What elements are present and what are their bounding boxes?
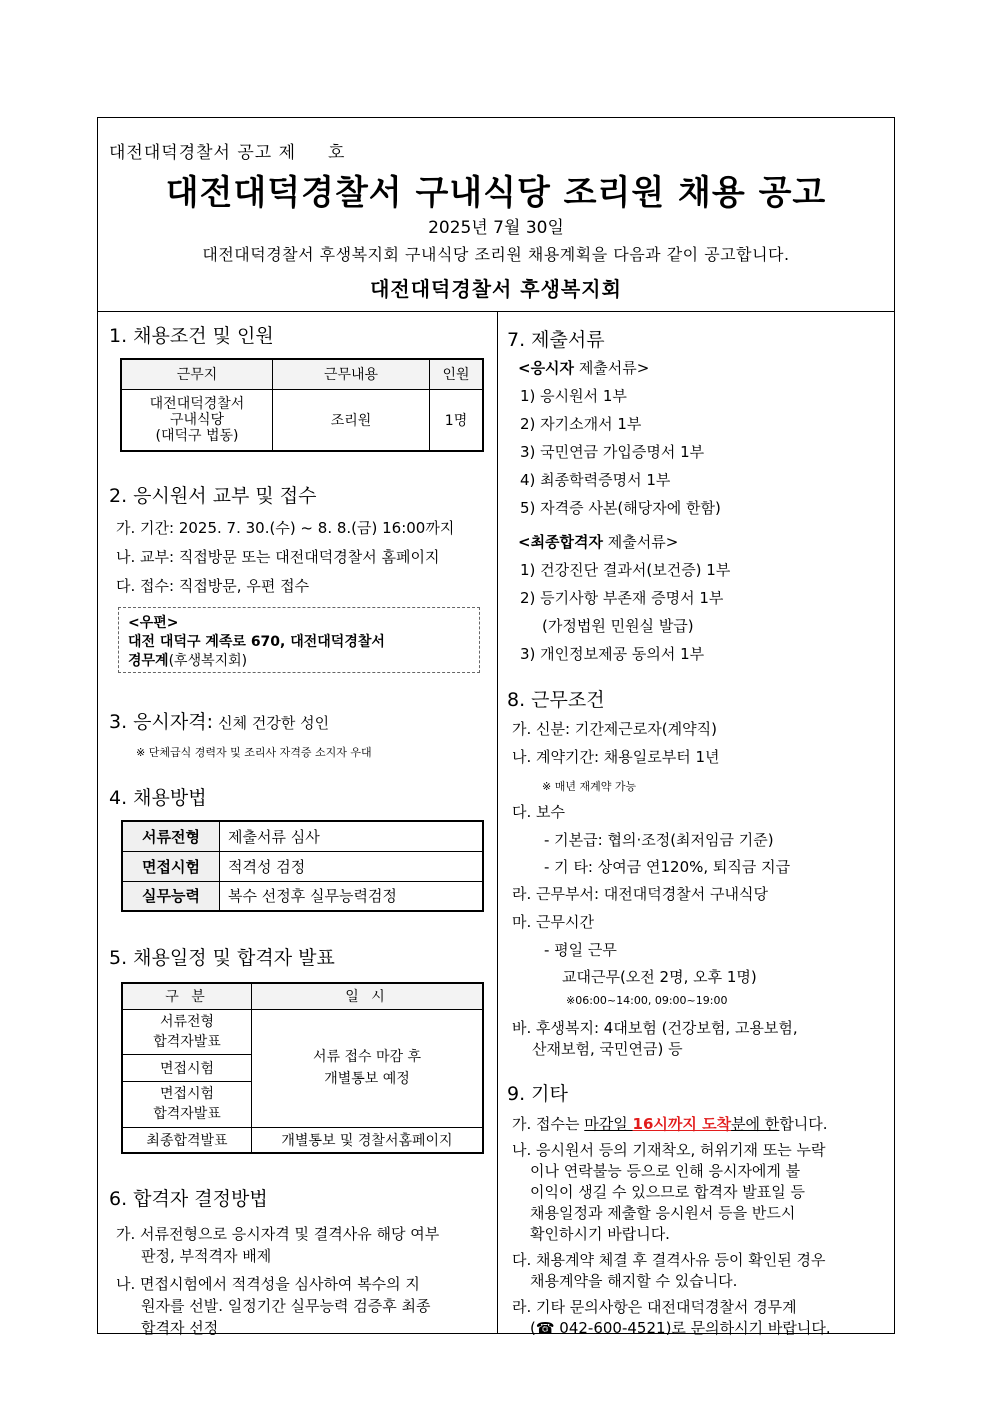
etc-item-d: 라. 기타 문의사항은 대전대덕경찰서 경무계	[512, 1298, 797, 1316]
etc-a-suffix: 합니다.	[779, 1115, 828, 1133]
applicant-docs-label-rest: 제출서류>	[574, 359, 650, 377]
etc-item-a	[512, 1113, 828, 1134]
section-3-title: 3. 응시자격:	[109, 711, 213, 733]
final-doc-item: 3) 개인정보제공 동의서 1부	[520, 645, 705, 663]
schedule-value: 개별통보 및 경찰서홈페이지	[252, 1127, 484, 1153]
notice-date: 2025년 7월 30일	[428, 218, 564, 238]
final-docs-label-rest: 제출서류>	[603, 533, 679, 551]
etc-item-b: 나. 응시원서 등의 기재착오, 허위기재 또는 누락	[512, 1141, 826, 1159]
section-2-title: 2. 응시원서 교부 및 접수	[109, 485, 317, 507]
applicant-doc-item: 4) 최종학력증명서 1부	[520, 471, 671, 489]
condition-line: 마. 근무시간	[512, 913, 594, 931]
decision-item-a: 가. 서류전형으로 응시자격 및 결격사유 해당 여부	[116, 1225, 440, 1243]
etc-item-b-cont: 채용일정과 제출할 응시원서 등을 반드시	[530, 1204, 796, 1222]
schedule-category-line: 합격자발표	[153, 1033, 221, 1050]
method-desc: 적격성 검정	[220, 851, 484, 881]
table-header-job: 근무내용	[273, 359, 430, 389]
applicant-doc-item: 2) 자기소개서 1부	[520, 415, 642, 433]
schedule-value-line: 서류 접수 마감 후	[312, 1049, 422, 1065]
etc-item-b-cont: 확인하시기 바랍니다.	[530, 1225, 670, 1243]
section-1-title: 1. 채용조건 및 인원	[109, 325, 274, 347]
applicant-doc-item: 5) 자격증 사본(해당자에 한함)	[520, 499, 721, 517]
final-docs-label	[518, 531, 678, 552]
schedule-category	[122, 1081, 252, 1127]
application-distribution: 나. 교부: 직접방문 또는 대전대덕경찰서 홈페이지	[116, 548, 440, 566]
workplace-cell	[121, 389, 273, 451]
application-submission: 다. 접수: 직접방문, 우편 접수	[116, 577, 310, 595]
condition-subline: - 기본급: 협의·조정(최저임금 기준)	[544, 831, 774, 849]
condition-subline: - 기 타: 상여금 연120%, 퇴직금 지급	[544, 858, 791, 876]
final-docs-label-bold: <최종합격자	[518, 533, 604, 551]
method-step: 실무능력	[122, 881, 220, 911]
decision-item-b-cont: 원자를 선발. 일정기간 실무능력 검증후 최종	[141, 1297, 431, 1315]
etc-item-c-cont: 채용계약을 해지할 수 있습니다.	[530, 1272, 738, 1290]
etc-item-d-cont: (☎ 042-600-4521)로 문의하시기 바랍니다.	[530, 1319, 831, 1337]
section-4-title: 4. 채용방법	[109, 787, 207, 809]
count-cell: 1명	[430, 389, 484, 451]
qualification-note: ※ 단체급식 경력자 및 조리사 자격증 소지자 우대	[136, 746, 372, 759]
method-step: 서류전형	[122, 821, 220, 851]
applicant-doc-item: 3) 국민연금 가입증명서 1부	[520, 443, 705, 461]
left-column	[98, 311, 498, 1337]
mail-department-name: 경무계	[128, 653, 169, 669]
schedule-category	[122, 1009, 252, 1054]
mail-label: <우편>	[128, 615, 179, 631]
method-desc: 복수 선정후 실무능력검정	[220, 881, 484, 911]
section-8-title: 8. 근무조건	[507, 689, 605, 711]
mail-department	[128, 650, 247, 670]
table-header-workplace: 근무지	[121, 359, 273, 389]
workplace-line: 구내식당	[169, 411, 225, 428]
mail-address-line: 대전 대덕구 계족로 670, 대전대덕경찰서	[128, 634, 385, 650]
notice-number: 대전대덕경찰서 공고 제 호	[109, 143, 346, 163]
condition-line: 가. 신분: 기간제근로자(계약직)	[512, 720, 717, 738]
schedule-category-line: 합격자발표	[153, 1106, 221, 1122]
mail-department-note: (후생복지회)	[168, 653, 248, 669]
schedule-header-date: 일 시	[252, 983, 484, 1009]
condition-line-cont: 산재보험, 국민연금) 등	[532, 1040, 683, 1058]
section-3	[109, 707, 329, 734]
schedule-category-line: 서류전형	[159, 1013, 215, 1030]
section-9-title: 9. 기타	[507, 1083, 568, 1105]
applicant-docs-label	[518, 357, 649, 378]
condition-subline: 교대근무(오전 2명, 오후 1명)	[562, 968, 757, 986]
etc-a-prefix: 가. 접수는	[512, 1115, 585, 1133]
schedule-header-category: 구 분	[122, 983, 252, 1009]
applicant-docs-label-bold: <응시자	[518, 359, 575, 377]
decision-item-a-cont: 판정, 부적격자 배제	[141, 1247, 272, 1265]
decision-item-b-cont: 합격자 선정	[141, 1319, 219, 1337]
notice-intro: 대전대덕경찰서 후생복지회 구내식당 조리원 채용계획을 다음과 같이 공고합니다.	[202, 245, 790, 264]
mail-address-box	[118, 607, 480, 673]
etc-item-c: 다. 채용계약 체결 후 결격사유 등이 확인된 경우	[512, 1251, 826, 1269]
section-5-title: 5. 채용일정 및 합격자 발표	[109, 947, 335, 969]
final-doc-item: 1) 건강진단 결과서(보건증) 1부	[520, 561, 731, 579]
section-6-title: 6. 합격자 결정방법	[109, 1188, 268, 1210]
qualification-value: 신체 건강한 성인	[218, 714, 330, 732]
schedule-value-line: 개별통보 예정	[324, 1071, 410, 1087]
condition-line: 다. 보수	[512, 803, 566, 821]
schedule-merged-value	[252, 1009, 484, 1127]
workplace-line: (대덕구 법동)	[155, 427, 239, 444]
issuing-organization: 대전대덕경찰서 후생복지회	[370, 277, 622, 301]
etc-a-deadline-suffix: 분에 한	[731, 1115, 780, 1133]
schedule-category: 면접시험	[122, 1054, 252, 1081]
decision-item-b: 나. 면접시험에서 적격성을 심사하여 복수의 지	[116, 1275, 420, 1293]
etc-a-deadline-time: 16시까지 도착	[632, 1115, 732, 1133]
schedule-category: 최종합격발표	[122, 1127, 252, 1153]
right-column	[498, 311, 894, 1337]
application-period: 가. 기간: 2025. 7. 30.(수) ~ 8. 8.(금) 16:00까지	[116, 519, 455, 537]
job-cell: 조리원	[273, 389, 430, 451]
recruitment-table	[120, 358, 484, 452]
condition-note: ※ 매년 재계약 가능	[542, 780, 637, 793]
condition-subline: - 평일 근무	[544, 941, 617, 959]
final-doc-item-note: (가정법원 민원실 발급)	[542, 617, 694, 635]
selection-method-table	[121, 820, 484, 912]
table-header-count: 인원	[430, 359, 484, 389]
etc-a-deadline: 마감일	[584, 1115, 633, 1133]
condition-line: 바. 후생복지: 4대보험 (건강보험, 고용보험,	[512, 1019, 798, 1037]
method-step: 면접시험	[122, 851, 220, 881]
condition-note: ※06:00~14:00, 09:00~19:00	[566, 994, 728, 1007]
etc-item-b-cont: 이나 연락불능 등으로 인해 응시자에게 불	[530, 1162, 801, 1180]
condition-line: 라. 근무부서: 대전대덕경찰서 구내식당	[512, 885, 768, 903]
schedule-category-line: 면접시험	[159, 1086, 215, 1102]
workplace-line: 대전대덕경찰서	[149, 395, 245, 412]
schedule-table	[121, 982, 484, 1154]
method-desc: 제출서류 심사	[220, 821, 484, 851]
page-title: 대전대덕경찰서 구내식당 조리원 채용 공고	[165, 173, 827, 213]
final-doc-item: 2) 등기사항 부존재 증명서 1부	[520, 589, 724, 607]
notice-header	[98, 118, 894, 312]
section-7-title: 7. 제출서류	[507, 329, 605, 351]
notice-frame	[97, 117, 895, 1337]
condition-line: 나. 계약기간: 채용일로부터 1년	[512, 748, 720, 766]
applicant-doc-item: 1) 응시원서 1부	[520, 387, 627, 405]
etc-item-b-cont: 이익이 생길 수 있으므로 합격자 발표일 등	[530, 1183, 805, 1201]
